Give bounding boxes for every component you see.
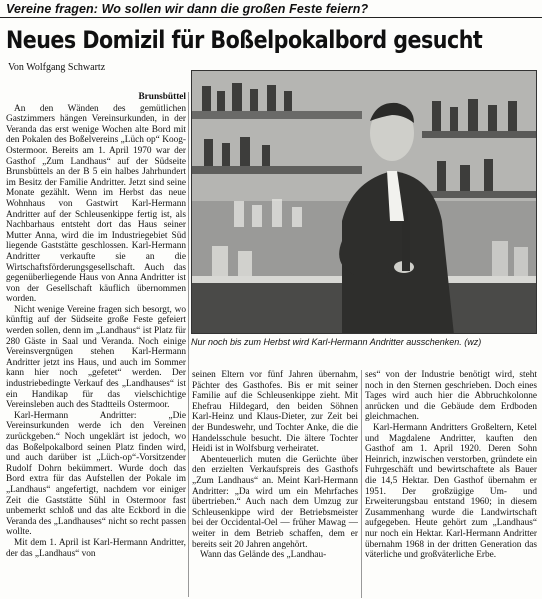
paragraph: ses“ von der Industrie benötigt wird, steht noch in den Sternen geschrieben. Doch eines Tages wird auch hier die Abbruchkolonne anrücken und die Gebäude dem Erdboden gleichmachen.: [365, 370, 537, 423]
top-rule: [0, 17, 542, 18]
column-divider: [361, 370, 362, 598]
paragraph: Abenteuerlich muten die Gerüchte über den erzielten Verkaufspreis des Gasthofs „Zum Landhaus“ an. Meint Karl-Hermann Andritter: „Da wird um ein Mehrfaches übertrieben.“ Auch nach dem Umzug zur Schleusenkippe wird der Betriebsmeister bei der Occidental-Oel — früher Mawag — weiter in dem Betrieb schaffen, dem er bereits seit 20 Jahren angehört.: [192, 454, 358, 550]
paragraph: seinen Eltern vor fünf Jahren übernahm, Pächter des Gasthofes. Bis er mit seiner Familie auf die Schleusenkippe zieht. Mit Ehefrau Hildegard, den beiden Söhnen Karl-Heinz und Klaus-Dieter, zur Zeit bei der Bundeswehr, und Tochter Anke, die die Handelsschule besucht. Die ältere Tochter Heidi ist in Wolfsburg verheiratet.: [192, 370, 358, 455]
byline: Von Wolfgang Schwartz: [8, 62, 106, 73]
paragraph: An den Wänden des gemütlichen Gastzimmers hängen Vereinsurkunden, in der Veranda das erst wenige Wochen alte Bord mit den Pokalen des Boßelvereins „Lüch op“ Koog-Ostermoor. Bereits am 1. April 1970 war der Gasthof „Zum Landhaus“ auf der Südseite Brunsbüttels an der B 5 ein halbes Jahrhundert im Besitz der Familie Andritter. Jetzt sind seine Monate gezählt. Wenn im Herbst das neue Wohnhaus von Gastwirt Karl-Hermann Andritter auf der Schleusenkippe fertig ist, als Nachbarhaus entsteht dort das Haus seiner Mutter Anna, wird die im Industriegebiet Süd liegende Gaststätte geschlossen. Karl-Hermann Andritter verkaufte sie an die Wirtschaftsförderungsgesellschaft. Auch das gegenüberliegende Haus von Anna Andritter ist von der Gesellschaft käuflich übernommen worden.: [6, 103, 186, 305]
paragraph: Nicht wenige Vereine fragen sich besorgt, wo künftig auf der Südseite große Feste gefeiert werden sollen, denn im „Landhaus“ ist Platz für 280 Gäste in Saal und Veranda. Noch einige Vereinsvergnügen stehen Karl-Hermann Andritter jetzt ins Haus, und auch im Sommer kann hier noch „gefetet“ werden. Der industriebedingte Verkauf des „Landhauses“ ist ein Handikap für das vielschichtige Vereinsleben auch des Stadtteils Ostermoor.: [6, 304, 186, 411]
column-divider: [188, 92, 189, 597]
photo-illustration: [192, 71, 537, 334]
photo-caption: Nur noch bis zum Herbst wird Karl-Hermann Andritter ausschenken. (wz): [191, 337, 482, 347]
paragraph: Karl-Hermann Andritters Großeltern, Ketel und Magdalene Andritter, kauften den Gasthof am 1. April 1920. Deren Sohn Heinrich, inzwischen verstorben, gründete ein Fuhrgeschäft und bewirtschaftete als Bauer die 14,5 Hektar. Den Gasthof übernahm er 1951. Der großzügige Um- und Erweiterungsbau entstand 1960; in diesem Zusammenhang wurde die Landwirtschaft aufgegeben. Heute gehört zum „Landhaus“ nur noch ein Hektar. Karl-Hermann Andritter übernahm 1968 in der dritten Generation das väterliche und großväterliche Erbe.: [365, 422, 537, 561]
dateline: Brunsbüttel: [138, 92, 186, 102]
headline: Neues Domizil für Boßelpokalbord gesucht: [6, 26, 483, 54]
article-column-3: [365, 370, 537, 598]
article-column-1: [6, 92, 186, 597]
photo-bartender: [191, 70, 537, 334]
article-column-2: [192, 370, 358, 598]
kicker-line: Vereine fragen: Wo sollen wir dann die großen Feste feiern?: [6, 2, 369, 16]
paragraph: Mit dem 1. April ist Karl-Hermann Andritter, der das „Landhaus“ von: [6, 537, 186, 559]
paragraph: Wann das Gelände des „Landhau-: [200, 550, 327, 561]
paragraph: Karl-Hermann Andritter: „Die Vereinsurkunden werde ich den Vereinen zurückgeben.“ Noch ungeklärt ist jedoch, wo das Boßelpokalbord seinen Platz finden wird, und auch darüber ist „Lüch-op“-Vorsitzender Rudolf Dohrn bekümmert. Wurde doch das Bord extra für das Aufstellen der Pokale im „Landhaus“ angefertigt, nachdem vor einiger Zeit die Gaststätte Sühl in Ostermoor fast unbemerkt schloß und das alte Eckbord in die Veranda des „Landhauses“ nicht so recht passen wollte.: [6, 410, 186, 538]
